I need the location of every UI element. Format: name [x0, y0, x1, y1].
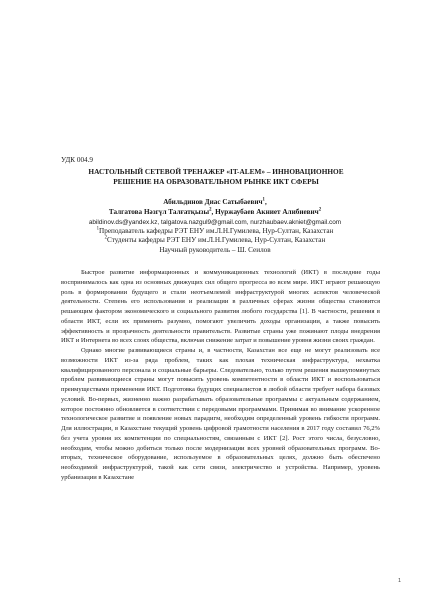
- affiliation-text: Студенты кафедры РЭТ ЕНУ им.Л.Н.Гумилева, Нур-Султан, Казахстан: [107, 236, 326, 244]
- supervisor-line: Научный руководитель – Ш. Сеилов: [159, 246, 271, 254]
- title-line-1: НАСТОЛЬНЫЙ СЕТЕВОЙ ТРЕНАЖЕР «IT-ALEM» – ИННОВАЦИОННОЕ: [88, 167, 344, 176]
- body-text: [61, 268, 380, 483]
- page-number: 1: [398, 578, 402, 584]
- author-superscript: 2: [318, 207, 322, 213]
- affiliation-superscript: 2: [104, 235, 108, 241]
- affiliation-text: Преподаватель кафедры РЭТ ЕНУ им.Л.Н.Гумилева, Нур-Султан, Казахстан: [99, 227, 334, 235]
- paragraph: Быстрое развитие информационных и коммуникационных технологий (ИКТ) в последние годы воспринималось как одна из основных движущих сил общего прогресса во всем мире. ИКТ играют решающую роль в формировании будущего и стали неотъемлемой инфраструктурой многих аспектов человеческой деятельности. Степень его использования и реализации в различных сферах жизни общества становится решающим фактором экономического и социального развития любого государства [1]. В частности, решения в области ИКТ, если их применять разумно, помогают увеличить доходы организации, а также повысить эффективность и прозрачность деятельности правительств. Развитые страны уже пожинают плоды внедрения ИКТ и Интернета во всех слоях общества, включая снижение затрат и повышение уровня жизни своих граждан.: [61, 269, 380, 345]
- paragraph: Однако многие развивающиеся страны и, в частности, Казахстан все еще не могут реализовать все возможности ИКТ из-за ряда проблем, таких как плохая техническая инфраструктура, нехватка квалифицированного персонала и социальные барьеры. Следовательно, только путем решения вышеупомянутых проблем развивающиеся страны могут повысить уровень компетентности в области ИКТ и воспользоваться преимуществами применения ИКТ. Подготовка будущих специалистов в любой области требует набора базовых условий. Во-первых, жизненно важно разрабатывать образовательные программы с актуальным содержанием, которое постоянно обновляется в соответствии с передовыми программами. Принимая во внимание ускоренное технологическое развитие и появление новых парадигм, необходим определенный уровень гибкости программ. Для иллюстрации, в Казахстане текущий уровень цифровой грамотности населения в 2017 году составил 76,2% без учета уровня их компетенции по специальностям, связанным с ИКТ [2]. Рост этого числа, безусловно, необходим, чтобы можно добиться только после модернизации всех уровней образовательных программ. Во-вторых, техническое оборудование, используемое в образовательных целях, должно быть обеспечено необходимой инфраструктурой, такой как сети связи, электричество и устройства. Например, уровень урбанизации в Казахстане: [61, 347, 380, 481]
- title-line-2: РЕШЕНИЕ НА ОБРАЗОВАТЕЛЬНОМ РЫНКЕ ИКТ СФЕРЫ: [113, 177, 319, 186]
- author-line-1: Абильдинов Диас Сатыбаевич$^1$,: [163, 197, 267, 206]
- author-name: Абильдинов Диас Сатыбаевич: [163, 198, 263, 206]
- author-emails: abildinov.ds@yandex.kz, talgatova.nazgul9@gmail.com, nurzhaubaev.akniet@gmail.com: [88, 219, 342, 226]
- udk-code: УДК 004.9: [61, 156, 94, 164]
- author-superscript: 2: [209, 207, 212, 213]
- author-superscript: 1: [262, 197, 265, 203]
- author-name: Нуржаубаев Акниет Алибиевич: [215, 208, 319, 216]
- author-line-2: Талгатова Нәзгүл Талғатқызы$^2$, Нуржаубаев Акниет Алибиевич$^2$: [108, 207, 322, 216]
- affiliation-superscript: 1: [96, 226, 100, 232]
- author-name: Талгатова Нәзгүл Талғатқызы: [108, 208, 210, 216]
- affiliation-1: [40, 227, 390, 236]
- affiliation-2: [40, 236, 390, 245]
